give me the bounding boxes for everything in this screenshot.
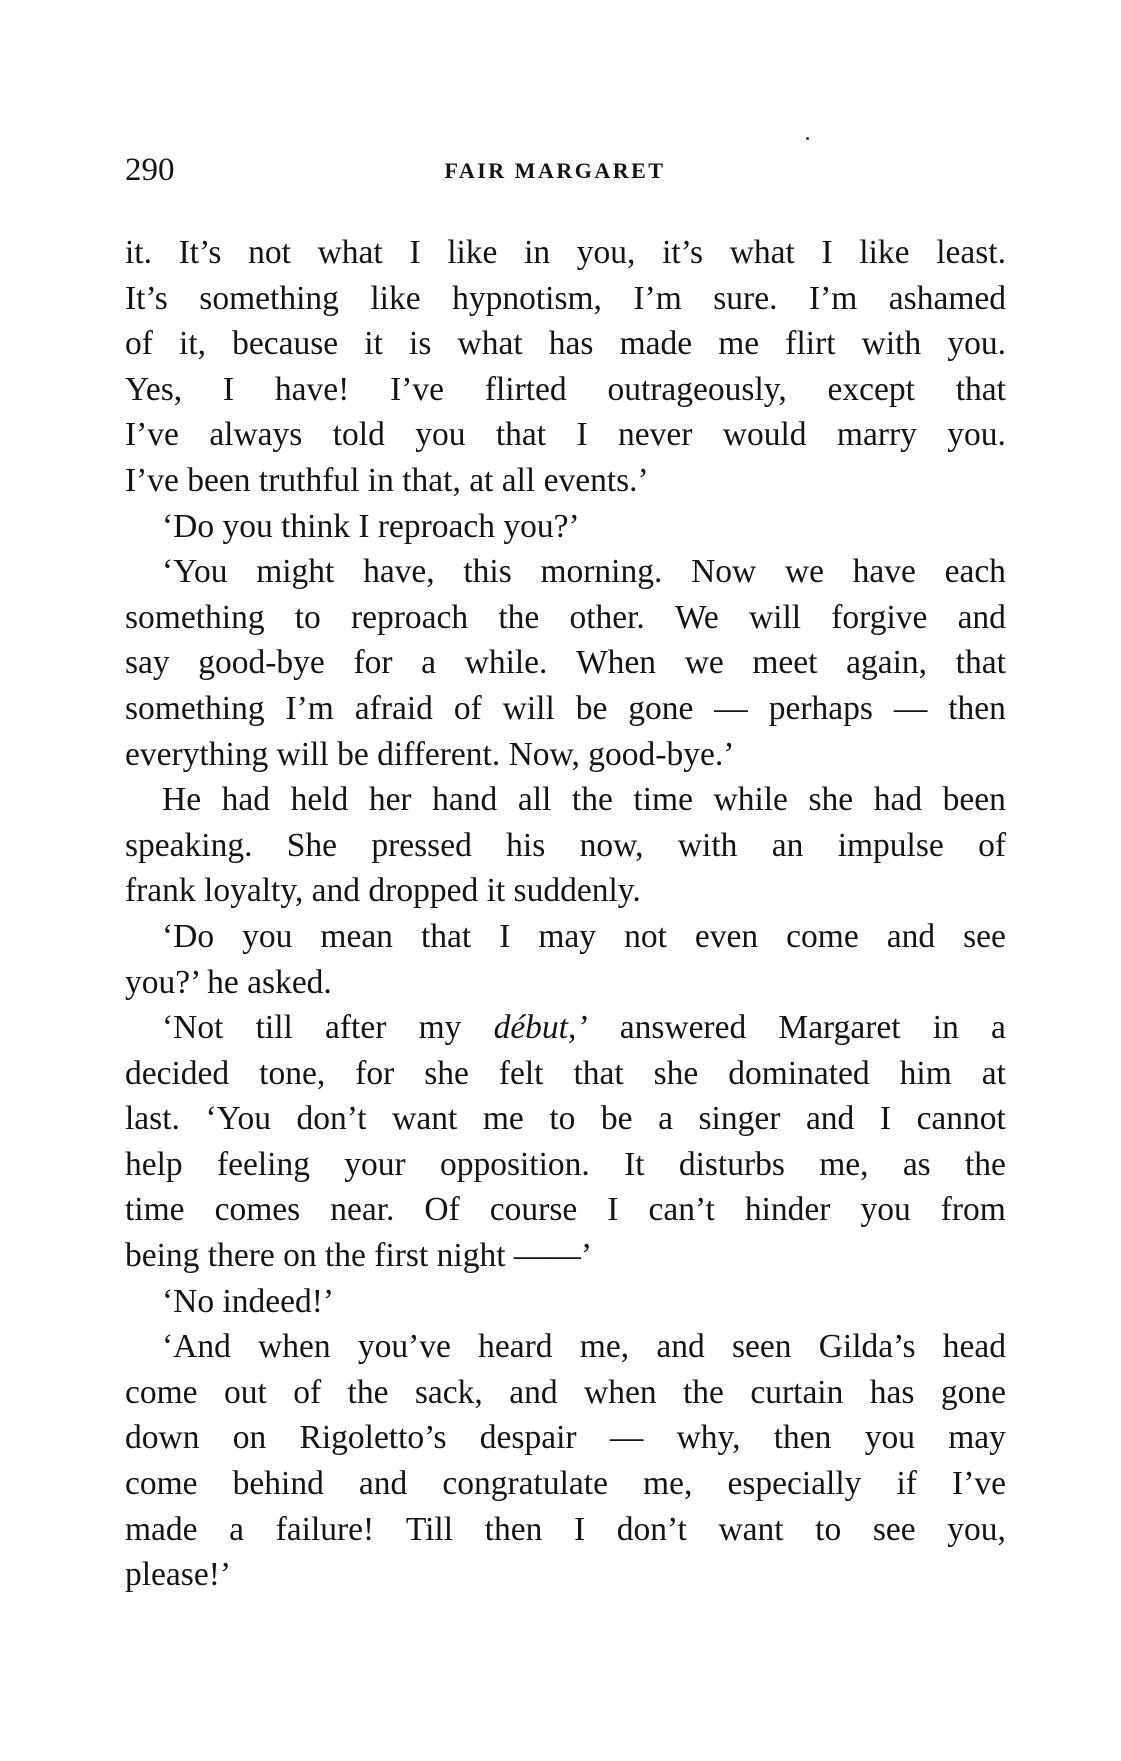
text-line: come behind and congratulate me, especially if I’ve: [125, 1465, 1006, 1503]
text-line: ‘And when you’ve heard me, and seen Gilda’s head: [162, 1328, 1006, 1366]
text-line: It’s something like hypnotism, I’m sure. I’m ashamed: [125, 279, 1006, 317]
running-title: FAIR MARGARET: [444, 158, 666, 183]
text-line: please!’: [125, 1556, 232, 1594]
text-line: He had held her hand all the time while she had been: [162, 781, 1006, 819]
text-line: you?’ he asked.: [125, 963, 332, 1001]
text-line: time comes near. Of course I can’t hinder you from: [125, 1191, 1006, 1229]
text-line: say good-bye for a while. When we meet again, that: [125, 644, 1006, 682]
text-line: come out of the sack, and when the curtain has gone: [125, 1373, 1006, 1411]
text-line: decided tone, for she felt that she dominated him at: [125, 1054, 1006, 1092]
text-line: ‘Do you think I reproach you?’: [162, 507, 580, 545]
text-line: last. ‘You don’t want me to be a singer and I cannot: [125, 1100, 1006, 1138]
text-line: of it, because it is what has made me flirt with you.: [125, 325, 1006, 363]
text-line: Yes, I have! I’ve flirted outrageously, except that: [125, 370, 1006, 408]
text-line: ‘No indeed!’: [162, 1282, 335, 1320]
body-text: [125, 230, 1006, 1598]
print-speck: [806, 137, 809, 140]
text-line: help feeling your opposition. It disturbs me, as the: [125, 1145, 1006, 1183]
text-line: something to reproach the other. We will forgive and: [125, 598, 1006, 636]
text-line: everything will be different. Now, good-bye.’: [125, 735, 735, 773]
text-line: frank loyalty, and dropped it suddenly.: [125, 872, 641, 910]
text-line: something I’m afraid of will be gone — perhaps — then: [125, 689, 1006, 727]
text-line: ‘Not till after my début,’ answered Margaret in a: [162, 1009, 1006, 1047]
text-line: ‘You might have, this morning. Now we have each: [162, 553, 1006, 591]
text-line: ‘Do you mean that I may not even come and see: [162, 917, 1006, 955]
text-line: down on Rigoletto’s despair — why, then you may: [125, 1419, 1006, 1457]
text-line: I’ve always told you that I never would marry you.: [125, 416, 1006, 454]
text-line: I’ve been truthful in that, at all events.’: [125, 461, 649, 499]
text-line: being there on the first night ——’: [125, 1237, 593, 1275]
text-line: it. It’s not what I like in you, it’s what I like least.: [125, 234, 1006, 271]
text-line: speaking. She pressed his now, with an impulse of: [125, 826, 1006, 864]
running-head: [125, 150, 1005, 190]
page-number: 290: [125, 152, 175, 188]
text-line: made a failure! Till then I don’t want to see you,: [125, 1510, 1006, 1548]
